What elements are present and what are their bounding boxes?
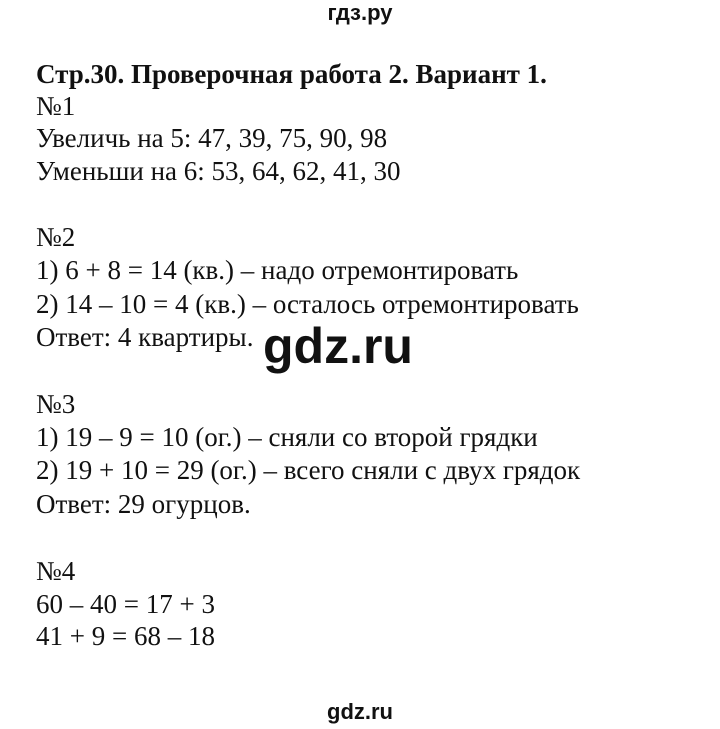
- site-header: гдз.ру: [327, 0, 393, 25]
- task-line: Увеличь на 5: 47, 39, 75, 90, 98: [36, 123, 388, 153]
- task-line: 2) 14 – 10 = 4 (кв.) – осталось отремонтировать: [36, 289, 579, 319]
- site-footer: gdz.ru: [327, 699, 393, 724]
- watermark: gdz.ru: [263, 318, 413, 374]
- task-number: №3: [36, 389, 76, 419]
- task-line: 1) 6 + 8 = 14 (кв.) – надо отремонтировать: [36, 255, 519, 285]
- task-answer: Ответ: 29 огурцов.: [36, 489, 251, 519]
- task-number: №2: [36, 222, 76, 252]
- task-line: 1) 19 – 9 = 10 (ог.) – сняли со второй грядки: [36, 422, 538, 452]
- task-line: 41 + 9 = 68 – 18: [36, 621, 215, 651]
- task-number: №1: [36, 91, 76, 121]
- task-line: Уменьши на 6: 53, 64, 62, 41, 30: [36, 156, 401, 186]
- task-answer: Ответ: 4 квартиры.: [36, 322, 254, 352]
- task-line: 60 – 40 = 17 + 3: [36, 589, 215, 619]
- task-number: №4: [36, 556, 76, 586]
- task-line: 2) 19 + 10 = 29 (ог.) – всего сняли с двух грядок: [36, 455, 581, 485]
- page-title: Стр.30. Проверочная работа 2. Вариант 1.: [36, 59, 547, 89]
